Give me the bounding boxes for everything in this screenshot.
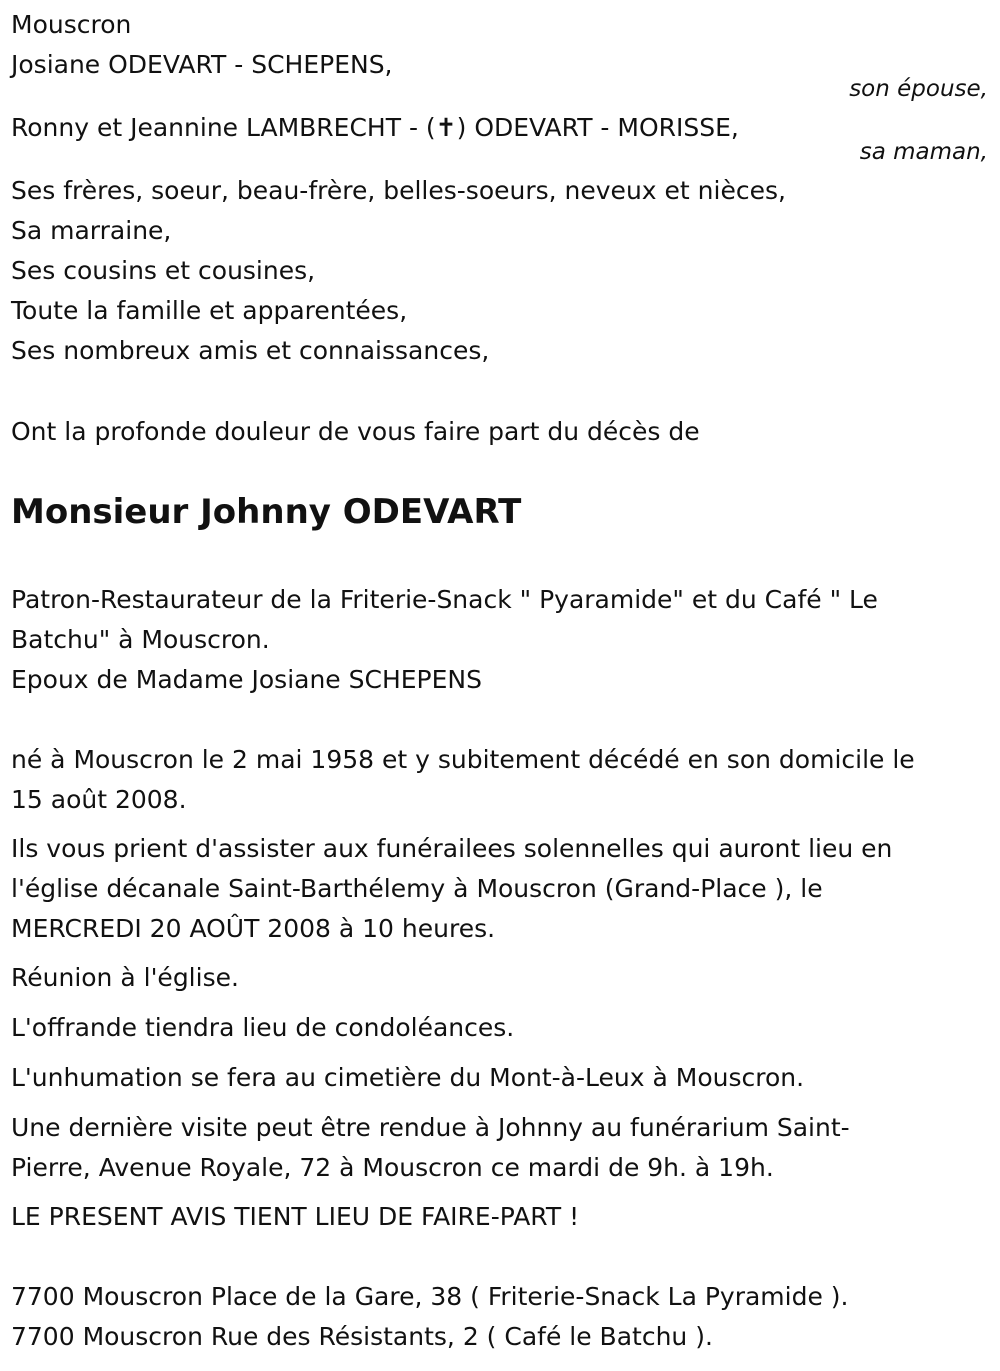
visit-line: Pierre, Avenue Royale, 72 à Mouscron ce mardi de 9h. à 19h. — [11, 1153, 774, 1182]
family-line: Sa marraine, — [11, 216, 172, 245]
deceased-name: Monsieur Johnny ODEVART — [11, 492, 522, 532]
burial-line: L'unhumation se fera au cimetière du Mont-à-Leux à Mouscron. — [11, 1063, 805, 1092]
profession-line: Batchu" à Mouscron. — [11, 625, 270, 654]
spouse-line: Epoux de Madame Josiane SCHEPENS — [11, 665, 482, 694]
funeral-line: Ils vous prient d'assister aux funérailees solennelles qui auront lieu en — [11, 834, 893, 863]
family-line: Ses nombreux amis et connaissances, — [11, 336, 490, 365]
family-line: Ses frères, soeur, beau-frère, belles-soeurs, neveux et nièces, — [11, 176, 786, 205]
meeting-line: Réunion à l'église. — [11, 963, 239, 992]
visit-line: Une dernière visite peut être rendue à Johnny au funérarium Saint- — [11, 1113, 850, 1142]
birth-death-line: 15 août 2008. — [11, 785, 187, 814]
spouse-role: son épouse, — [849, 76, 988, 102]
address-line: 7700 Mouscron Rue des Résistants, 2 ( Café le Batchu ). — [11, 1322, 713, 1351]
birth-death-line: né à Mouscron le 2 mai 1958 et y subitement décédé en son domicile le — [11, 745, 915, 774]
notice-line: LE PRESENT AVIS TIENT LIEU DE FAIRE-PART ! — [11, 1202, 580, 1231]
profession-line: Patron-Restaurateur de la Friterie-Snack " Pyaramide" et du Café " Le — [11, 585, 878, 614]
address-line: 7700 Mouscron Place de la Gare, 38 ( Friterie-Snack La Pyramide ). — [11, 1282, 849, 1311]
funeral-line: MERCREDI 20 AOÛT 2008 à 10 heures. — [11, 914, 496, 943]
intro-line: Ont la profonde douleur de vous faire part du décès de — [11, 417, 700, 446]
family-line: Toute la famille et apparentées, — [11, 296, 408, 325]
mother-name: Ronny et Jeannine LAMBRECHT - (✝) ODEVART - MORISSE, — [11, 113, 739, 142]
spouse-name: Josiane ODEVART - SCHEPENS, — [11, 50, 393, 79]
mother-role: sa maman, — [859, 139, 988, 165]
offering-line: L'offrande tiendra lieu de condoléances. — [11, 1013, 515, 1042]
family-line: Ses cousins et cousines, — [11, 256, 316, 285]
funeral-line: l'église décanale Saint-Barthélemy à Mouscron (Grand-Place ), le — [11, 874, 823, 903]
city-line: Mouscron — [11, 10, 132, 39]
